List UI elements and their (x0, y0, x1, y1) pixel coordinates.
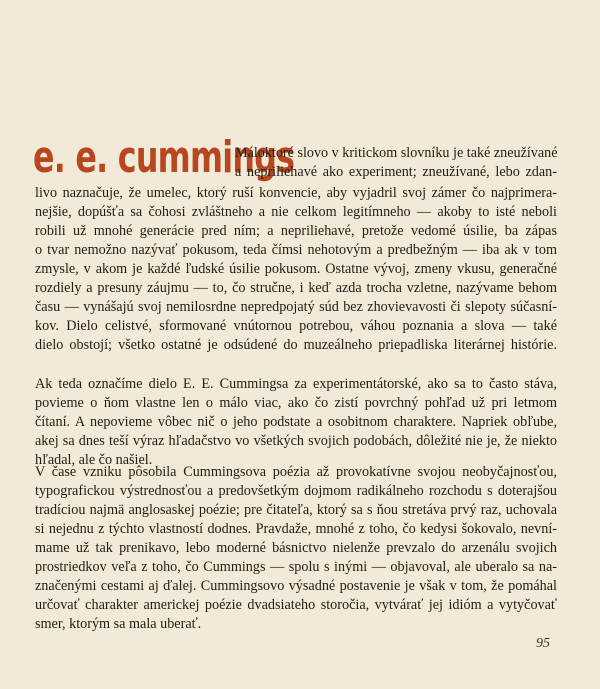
paragraph-1-line-1: Máloktoré slovo v kritickom slovníku je také zneužívané (235, 145, 558, 161)
paragraph-3-line-4: si nejednu z týchto vlastností dodnes. Pravdaže, mnohé z toho, čo kedysi šokovalo, nevní- (35, 521, 557, 537)
paragraph-2-line-3: čítaní. A nepovieme vôbec nič o jeho podstate a osobitnom charaktere. Napriek obľube, (35, 414, 557, 430)
paragraph-3-line-9: smer, ktorým sa mala uberať. (35, 616, 202, 632)
paragraph-2-line-4: akej sa dnes teší výraz hľadačstvo vo všetkých svojich podobách, dôležité nie je, že niekto (35, 433, 557, 449)
paragraph-2-line-1: Ak teda označíme dielo E. E. Cummingsa za experimentátorské, ako sa to často stáva, (35, 376, 557, 392)
paragraph-1-line-9: času — vynášajú svoj nemilosrdne nepredpojatý súd bez zhovievavosti či slepoty súčasní- (35, 299, 557, 315)
paragraph-1-line-2: a nepriliehavé ako experiment; zneužívané, lebo zdan- (235, 164, 557, 180)
paragraph-3-line-5: mame už tak prenikavo, lebo moderné básnictvo nielenže prevzalo do arzenálu svojich (35, 540, 557, 556)
paragraph-2-line-5: hľadal, ale čo našiel. (35, 452, 153, 468)
chapter-heading: e. e. cummings (33, 132, 295, 183)
paragraph-1-line-3: livo naznačuje, že umelec, ktorý ruší konvencie, aby vyjadril svoj zámer čo najprimera- (35, 185, 557, 201)
paragraph-1-line-4: nejšie, dopúšťa sa čohosi zvláštneho a nie celkom legitímneho — akoby to isté neboli (35, 204, 557, 220)
paragraph-3-line-6: prostriedkov veľa z toho, čo Cummings — spolu s inými — objavoval, ale uberalo sa na- (35, 559, 557, 575)
page-number: 95 (536, 636, 550, 651)
paragraph-1-line-10: kov. Dielo celistvé, sformované vnútornou potrebou, váhou poznania a slova — také (35, 318, 557, 334)
paragraph-3-line-1: V čase vzniku pôsobila Cummingsova poézia až provokatívne svojou neobyčajnosťou, (35, 464, 557, 480)
paragraph-3-line-7: značenými cestami aj ďalej. Cummingsovo výsadné postavenie je však v tom, že pomáhal (35, 578, 557, 594)
paragraph-3-line-8: určovať charakter americkej poézie dvadsiateho storočia, vytvárať jej idióm a vytyčovať (35, 597, 557, 613)
paragraph-3-line-3: tradíciou najmä anglosaskej poézie; pre čitateľa, ktorý sa s ňou stretáva prvý raz, uchovala (35, 502, 557, 518)
paragraph-1-line-8: rozdiely a presuny záujmu — to, čo stručne, i keď azda trocha vzletne, nazývame behom (35, 280, 557, 296)
paragraph-1-line-6: o tvar nemožno nazývať pokusom, teda čímsi nehotovým a predbežným — iba ak v tom (35, 242, 557, 258)
paragraph-2-line-2: povieme o ňom vlastne len o málo viac, ako čo zistí povrchný pohľad už pri letmom (35, 395, 557, 411)
paragraph-1-line-7: zmysle, v akom je každé ľudské úsilie pokusom. Ostatne vývoj, zmeny vkusu, generačné (35, 261, 557, 277)
paragraph-1-line-11: dielo obstojí; všetko ostatné je odsúdené do muzeálneho priepadliska literárnej histórie. (35, 337, 557, 353)
paragraph-3-line-2: typografickou výstrednosťou a predovšetkým dojmom radikálneho rozchodu s doterajšou (35, 483, 557, 499)
paragraph-1-line-5: robili už mnohé generácie pred ním; a nepriliehavé, pretože vedomé úsilie, ba zápas (35, 223, 557, 239)
